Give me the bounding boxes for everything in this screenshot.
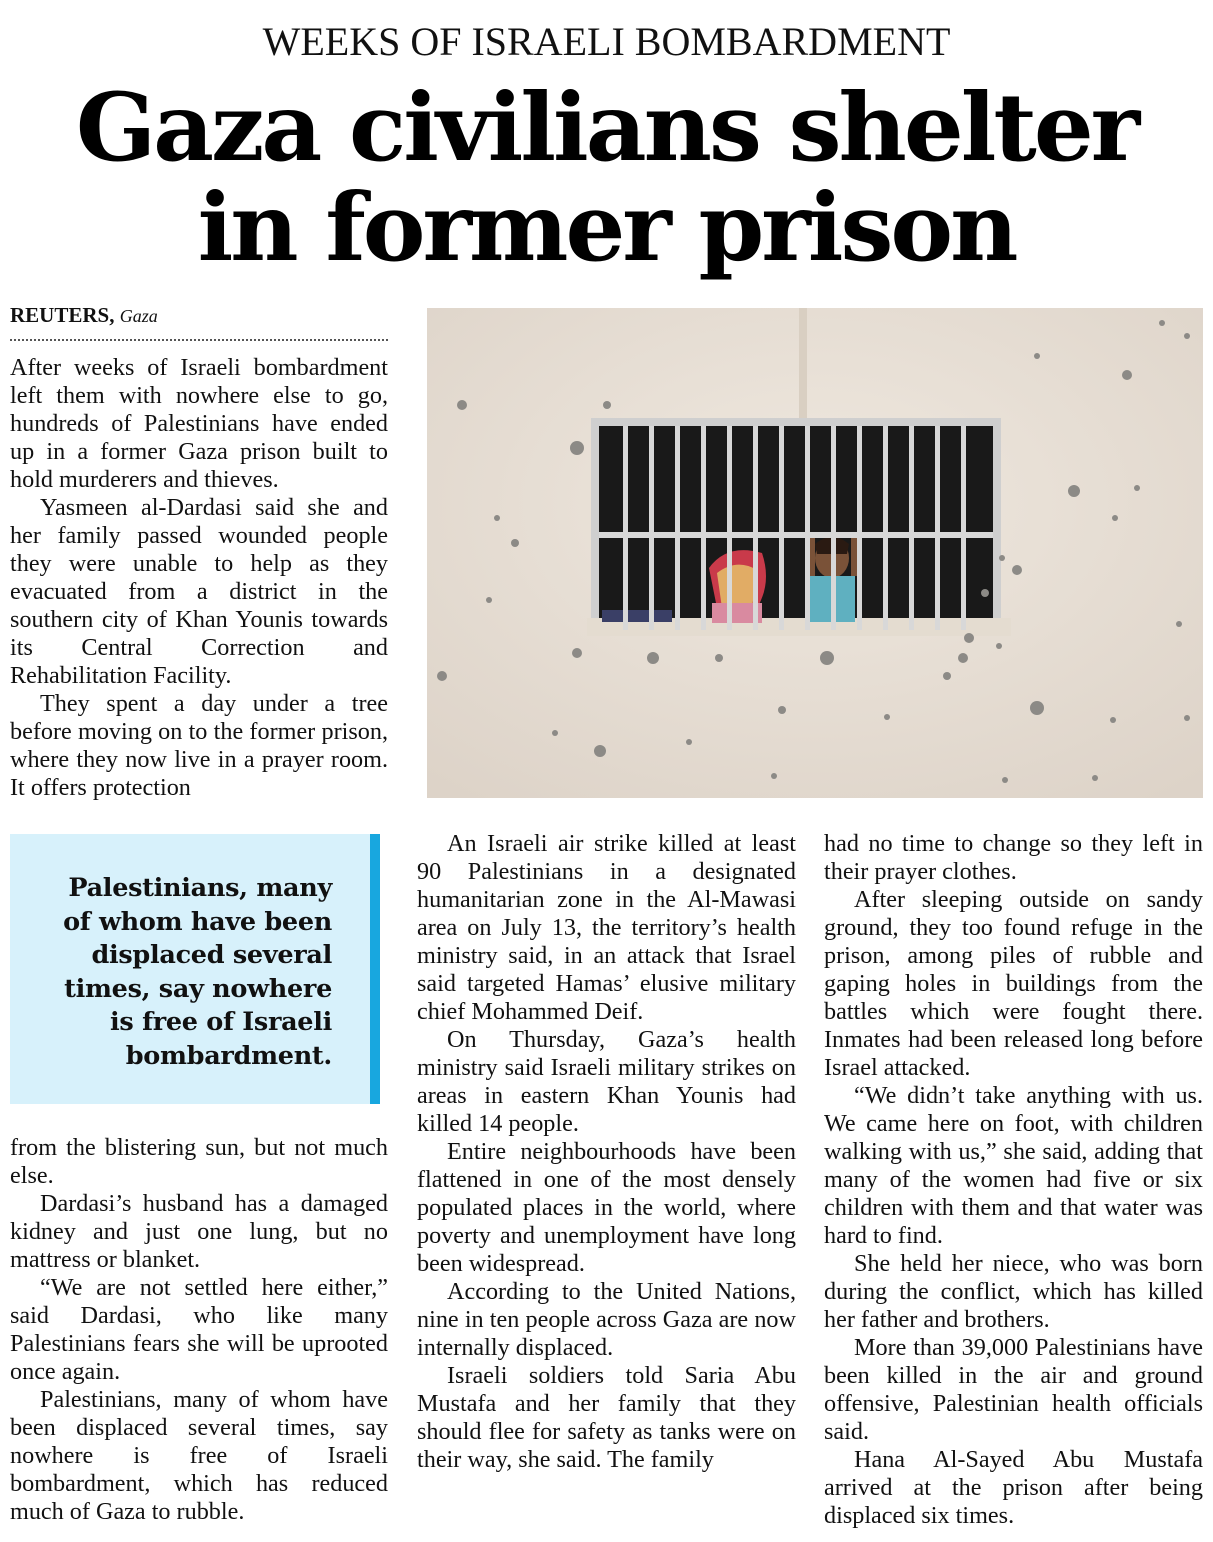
pull-quote-line: displaced several — [91, 940, 332, 970]
kicker: WEEKS OF ISRAELI BOMBARDMENT — [262, 19, 951, 64]
paragraph: “We are not settled here either,” said Dardasi, who like many Palestinians fears she will be uprooted once again. — [10, 1274, 388, 1385]
paragraph: Entire neighbourhoods have been flattened in one of the most densely populated places in the world, where poverty and unemployment have long been widespread. — [417, 1138, 796, 1277]
pull-quote — [10, 834, 380, 1104]
byline — [10, 302, 388, 341]
paragraph: from the blistering sun, but not much else. — [10, 1134, 388, 1189]
article-photo — [427, 308, 1203, 798]
prison-window-photo — [427, 308, 1203, 798]
pull-quote-line: times, say nowhere — [64, 973, 332, 1004]
paragraph: Hana Al-Sayed Abu Mustafa arrived at the prison after being displaced six times. — [824, 1446, 1203, 1529]
paragraph: She held her niece, who was born during the conflict, which has killed her father and brothers. — [824, 1250, 1203, 1333]
paragraph: had no time to change so they left in their prayer clothes. — [824, 830, 1203, 885]
column-1-bottom — [10, 1134, 388, 1534]
paragraph: Dardasi’s husband has a damaged kidney and just one lung, but no mattress or blanket. — [10, 1190, 388, 1273]
byline-agency: REUTERS, — [10, 303, 115, 327]
column-2 — [417, 830, 796, 1530]
paragraph: Israeli soldiers told Saria Abu Mustafa and her family that they should flee for safety as tanks were on their way, she said. The family — [417, 1362, 796, 1473]
column-3 — [824, 830, 1203, 1530]
paragraph: An Israeli air strike killed at least 90 Palestinians in a designated humanitarian zone in the Al-Mawasi area on July 13, the territory’s health ministry said, in an attack that Israel said targeted Hamas’ elusive military chief Mohammed Deif. — [417, 830, 796, 1025]
paragraph: After weeks of Israeli bombardment left them with nowhere else to go, hundreds of Palestinians have ended up in a former Gaza prison built to hold murderers and thieves. — [10, 354, 388, 493]
headline — [0, 73, 1213, 283]
headline-line-2: in former prison — [197, 173, 1016, 283]
byline-place: Gaza — [119, 306, 158, 326]
pull-quote-text — [32, 872, 332, 1073]
paragraph: Palestinians, many of whom have been displaced several times, say nowhere is free of Israeli bombardment, which has reduced much of Gaza to rubble. — [10, 1386, 388, 1525]
paragraph: More than 39,000 Palestinians have been killed in the air and ground offensive, Palestinian health officials said. — [824, 1334, 1203, 1445]
paragraph: According to the United Nations, nine in ten people across Gaza are now internally displaced. — [417, 1278, 796, 1361]
paragraph: They spent a day under a tree before moving on to the former prison, where they now live in a prayer room. It offers protection — [10, 690, 388, 801]
paragraph: After sleeping outside on sandy ground, they too found refuge in the prison, among piles of rubble and gaping holes in buildings from the battles which were fought there. Inmates had been released long before Israel attacked. — [824, 886, 1203, 1081]
headline-line-1: Gaza civilians shelter — [75, 73, 1138, 183]
paragraph: On Thursday, Gaza’s health ministry said Israeli military strikes on areas in eastern Khan Younis had killed 14 people. — [417, 1026, 796, 1137]
pull-quote-line: is free of Israeli — [110, 1007, 332, 1037]
pull-quote-line: bombardment. — [125, 1040, 332, 1071]
clothes-on-sill — [602, 610, 672, 622]
column-1-top — [10, 354, 388, 804]
window-opening — [599, 426, 993, 630]
paragraph: Yasmeen al-Dardasi said she and her family passed wounded people they were unable to help as they evacuated from a district in the southern city of Khan Younis towards its Central Correction and Rehabilitation Facility. — [10, 494, 388, 689]
pull-quote-line: Palestinians, many — [68, 873, 332, 903]
paragraph: “We didn’t take anything with us. We came here on foot, with children walking with us,” she said, adding that many of the women had five or six children with them and that water was hard to find. — [824, 1082, 1203, 1249]
pull-quote-line: of whom have been — [63, 906, 332, 937]
